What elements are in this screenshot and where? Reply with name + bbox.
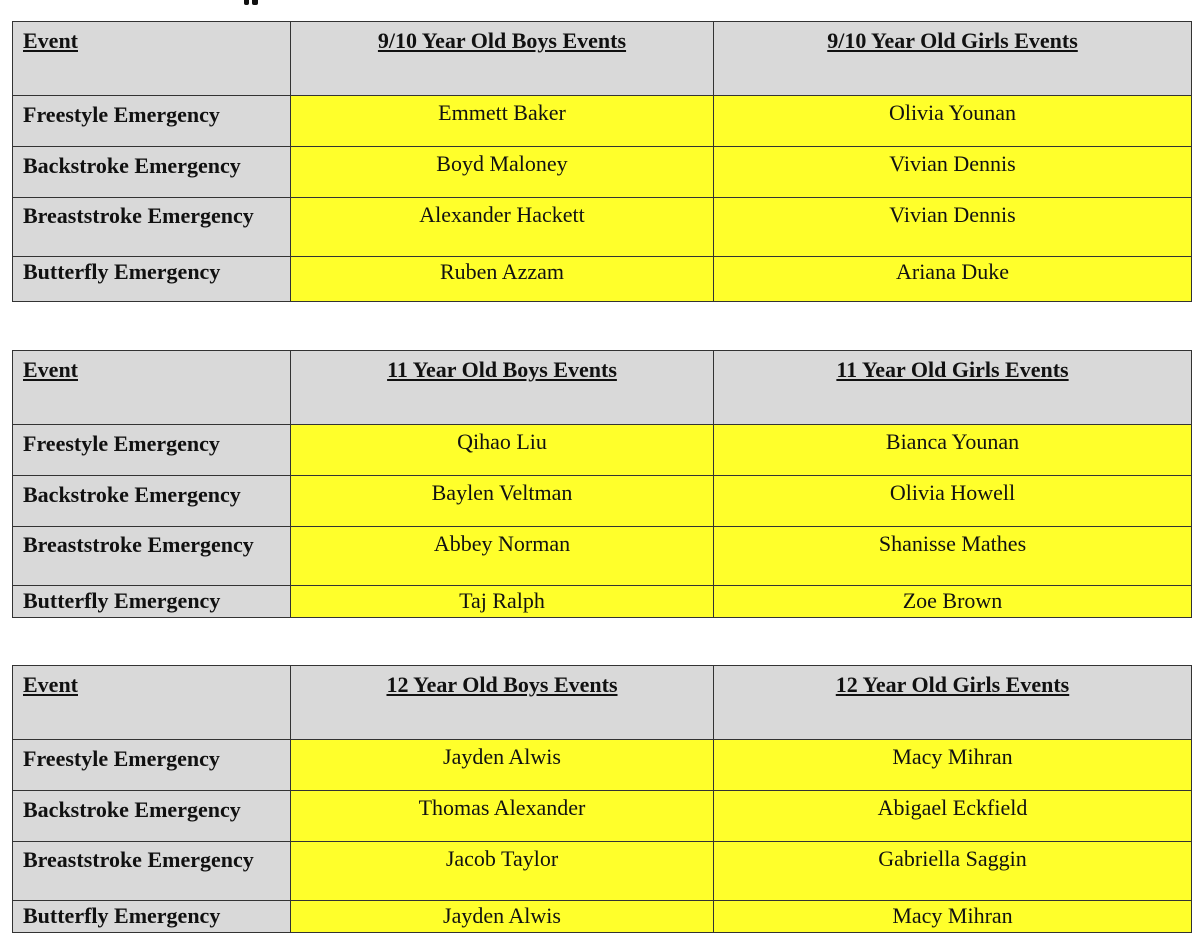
table-row [13, 901, 1192, 933]
events-table-12 [12, 665, 1192, 933]
girls-swimmer-cell: Olivia Howell [714, 476, 1192, 527]
event-name-cell: Breaststroke Emergency [13, 198, 291, 257]
table-header-row [13, 22, 1192, 96]
girls-swimmer-cell: Olivia Younan [714, 96, 1192, 147]
table-row [13, 527, 1192, 586]
table-row [13, 842, 1192, 901]
table-row [13, 425, 1192, 476]
event-column-header: Event [13, 351, 291, 425]
table-row [13, 96, 1192, 147]
boys-column-header: 12 Year Old Boys Events [291, 666, 714, 740]
event-column-header: Event [13, 22, 291, 96]
boys-swimmer-cell: Taj Ralph [291, 586, 714, 618]
event-column-header: Event [13, 666, 291, 740]
event-name-cell: Backstroke Emergency [13, 147, 291, 198]
event-name-cell: Freestyle Emergency [13, 96, 291, 147]
table-header-row [13, 666, 1192, 740]
table-row [13, 257, 1192, 302]
girls-swimmer-cell: Zoe Brown [714, 586, 1192, 618]
boys-column-header: 9/10 Year Old Boys Events [291, 22, 714, 96]
boys-column-header: 11 Year Old Boys Events [291, 351, 714, 425]
girls-swimmer-cell: Gabriella Saggin [714, 842, 1192, 901]
table-row [13, 791, 1192, 842]
event-name-cell: Freestyle Emergency [13, 425, 291, 476]
girls-swimmer-cell: Vivian Dennis [714, 147, 1192, 198]
events-table-9-10 [12, 21, 1192, 302]
girls-swimmer-cell: Macy Mihran [714, 901, 1192, 933]
table-row [13, 740, 1192, 791]
event-name-cell: Butterfly Emergency [13, 257, 291, 302]
girls-swimmer-cell: Abigael Eckfield [714, 791, 1192, 842]
table-row [13, 586, 1192, 618]
girls-swimmer-cell: Shanisse Mathes [714, 527, 1192, 586]
clipped-heading-fragment [244, 0, 262, 6]
event-name-cell: Freestyle Emergency [13, 740, 291, 791]
table-header-row [13, 351, 1192, 425]
girls-column-header: 9/10 Year Old Girls Events [714, 22, 1192, 96]
table-row [13, 198, 1192, 257]
boys-swimmer-cell: Emmett Baker [291, 96, 714, 147]
girls-column-header: 12 Year Old Girls Events [714, 666, 1192, 740]
girls-swimmer-cell: Macy Mihran [714, 740, 1192, 791]
boys-swimmer-cell: Jacob Taylor [291, 842, 714, 901]
event-name-cell: Backstroke Emergency [13, 791, 291, 842]
boys-swimmer-cell: Qihao Liu [291, 425, 714, 476]
table-row [13, 476, 1192, 527]
table-row [13, 147, 1192, 198]
boys-swimmer-cell: Boyd Maloney [291, 147, 714, 198]
event-name-cell: Breaststroke Emergency [13, 842, 291, 901]
girls-column-header: 11 Year Old Girls Events [714, 351, 1192, 425]
event-name-cell: Butterfly Emergency [13, 586, 291, 618]
boys-swimmer-cell: Jayden Alwis [291, 901, 714, 933]
event-name-cell: Breaststroke Emergency [13, 527, 291, 586]
event-name-cell: Butterfly Emergency [13, 901, 291, 933]
boys-swimmer-cell: Abbey Norman [291, 527, 714, 586]
girls-swimmer-cell: Vivian Dennis [714, 198, 1192, 257]
girls-swimmer-cell: Bianca Younan [714, 425, 1192, 476]
boys-swimmer-cell: Ruben Azzam [291, 257, 714, 302]
boys-swimmer-cell: Thomas Alexander [291, 791, 714, 842]
events-table-11 [12, 350, 1192, 618]
boys-swimmer-cell: Baylen Veltman [291, 476, 714, 527]
girls-swimmer-cell: Ariana Duke [714, 257, 1192, 302]
boys-swimmer-cell: Jayden Alwis [291, 740, 714, 791]
boys-swimmer-cell: Alexander Hackett [291, 198, 714, 257]
event-name-cell: Backstroke Emergency [13, 476, 291, 527]
